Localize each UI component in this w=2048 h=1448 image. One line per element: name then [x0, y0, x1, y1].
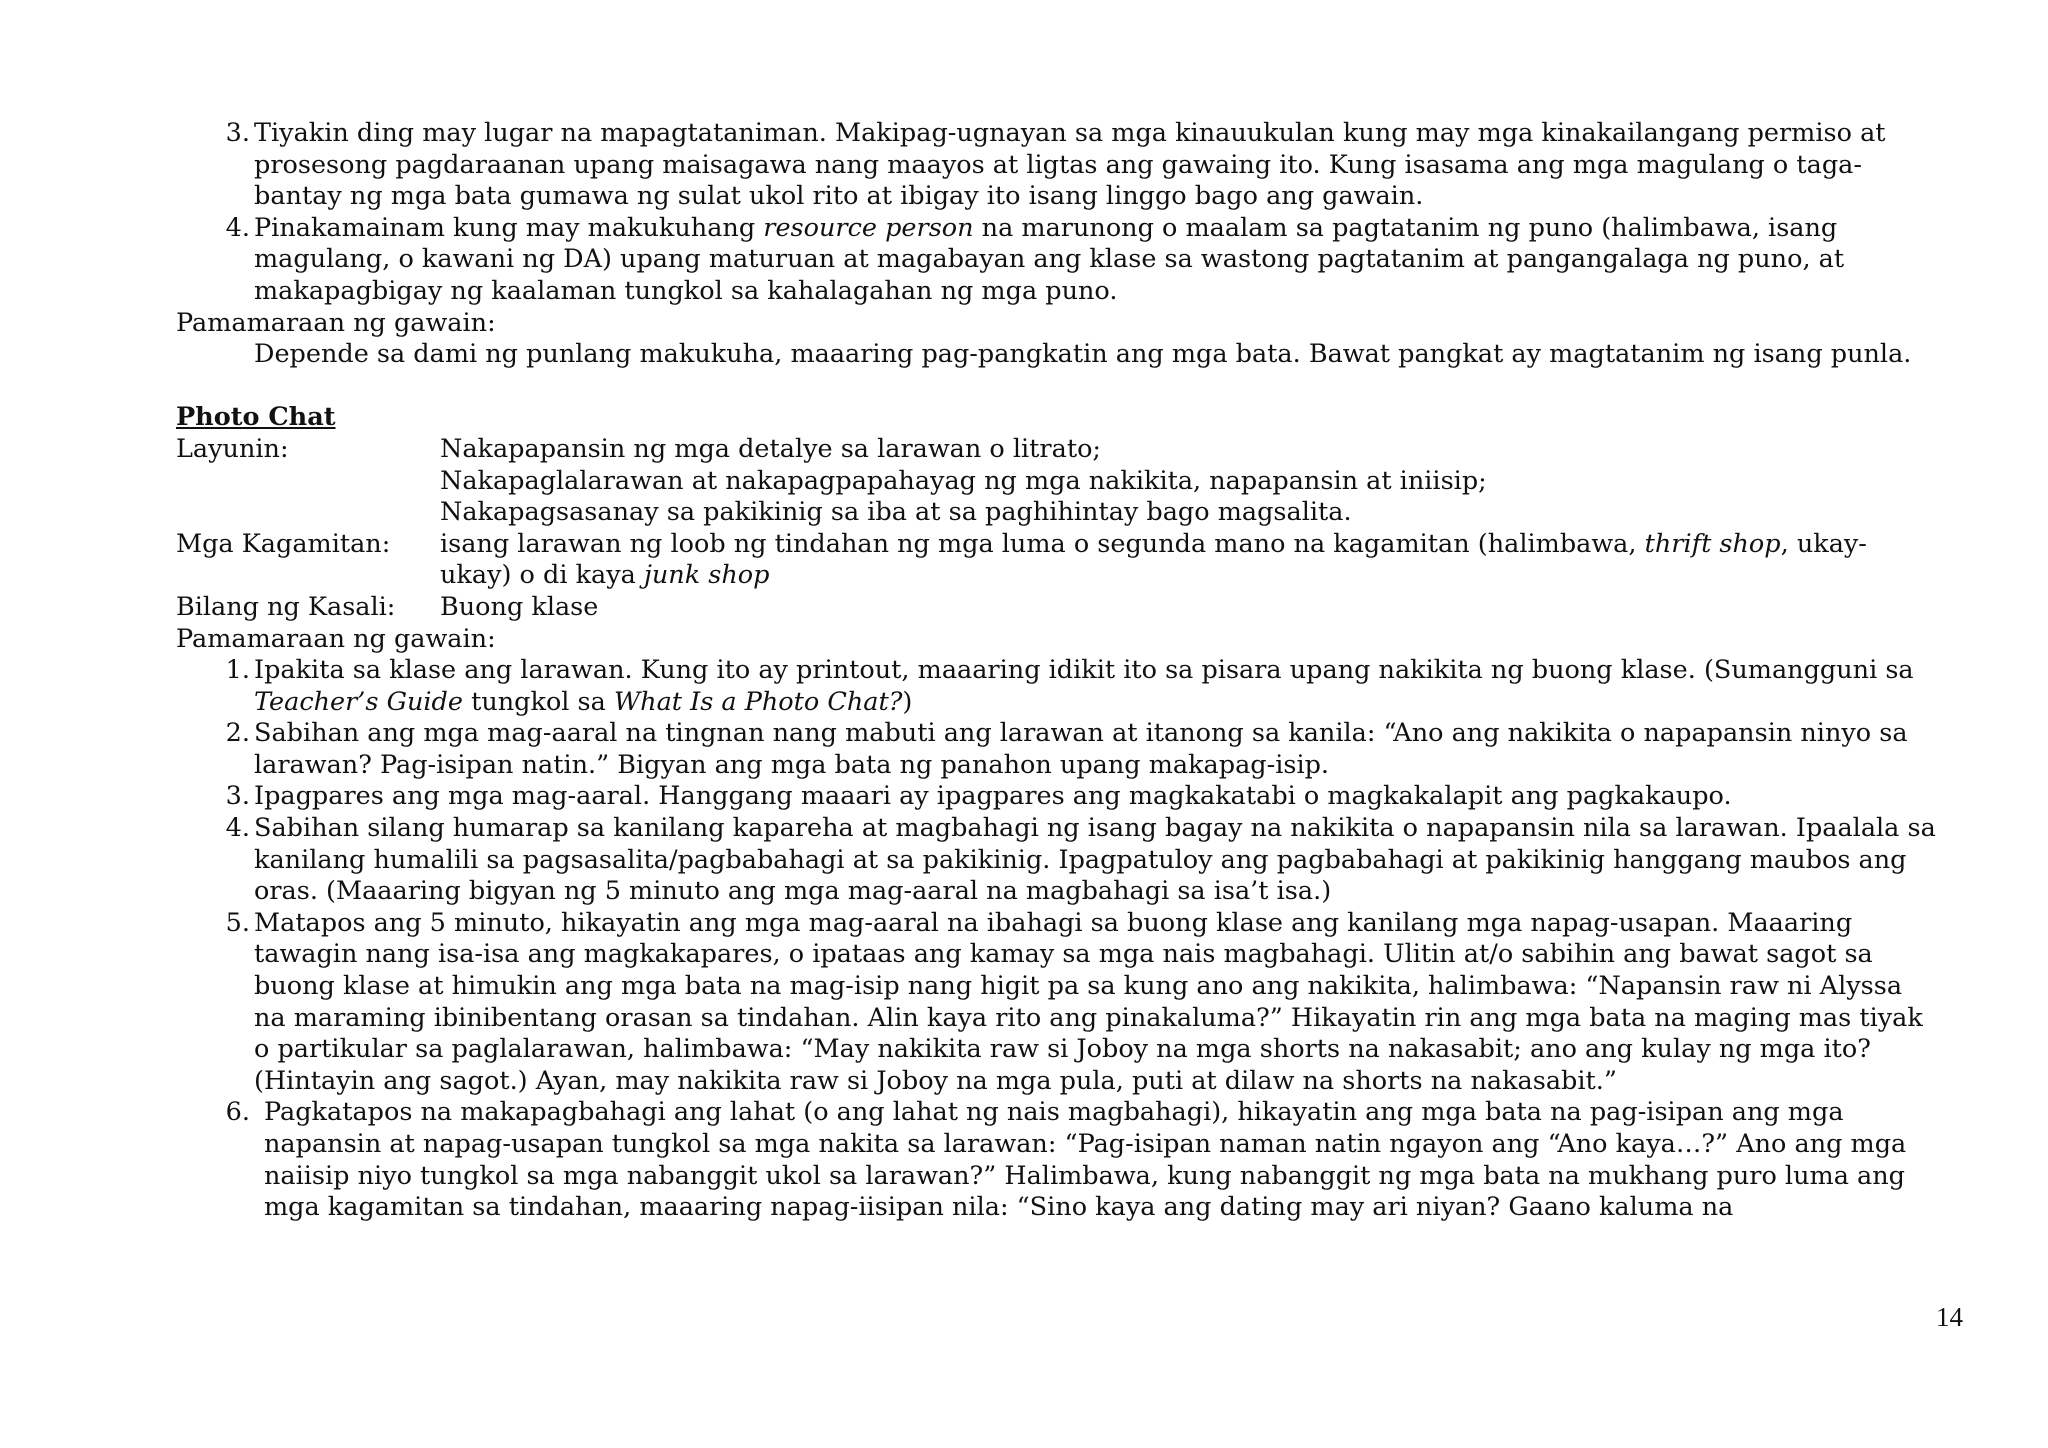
list-text-part: Pinakamainam kung may makukuhang — [254, 212, 764, 243]
list-item — [176, 213, 1936, 308]
kagamitan-label: Mga Kagamitan: — [176, 528, 391, 559]
list-number: 1. — [225, 655, 250, 686]
list-number: 2. — [225, 718, 250, 749]
step-text: Ipagpares ang mga mag-aaral. Hanggang maaari ay ipagpares ang magkakatabi o magkakalapit ang pagkakaupo. — [254, 781, 1732, 812]
list-number: 3. — [225, 118, 250, 148]
step-text: Sabihan ang mga mag-aaral na tingnan nang mabuti ang larawan at itanong sa kanila: “Ano ang nakikita o napapansin ninyo sa larawan? Pag-isipan natin.” Bigyan ang mga bata ng panahon upang makapag-isip. — [254, 718, 1908, 780]
spacer — [176, 371, 1936, 403]
kagamitan-italic: thrift shop — [1644, 528, 1781, 559]
layunin-line: Nakapapansin ng mga detalye sa larawan o litrato; — [440, 433, 1102, 464]
layunin-line: Nakapagsasanay sa pakikinig sa iba at sa paghihintay bago magsalita. — [440, 497, 1352, 528]
list-item — [176, 655, 1936, 718]
layunin-label: Layunin: — [176, 433, 289, 464]
step-text: Sabihan silang humarap sa kanilang kapareha at magbahagi ng isang bagay na nakikita o napapansin nila sa larawan. Ipaalala sa kanilang humalili sa pagsasalita/pagbabahagi at sa pakikinig. Ipagpatuloy ang pagbabahagi at pakikinig hanggang maubos ang oras. (Maaaring bigyan ng 5 minuto ang mga mag-aaral na magbahagi sa isa’t isa.) — [254, 813, 1936, 907]
list-item — [176, 813, 1936, 908]
procedure-label: Pamamaraan ng gawain: — [176, 307, 496, 338]
step-italic: Teacher’s Guide — [254, 686, 463, 717]
step-text: Ipakita sa klase ang larawan. Kung ito ay printout, maaaring idikit ito sa pisara upang nakikita ng buong klase. (Sumangguni sa — [254, 655, 1914, 686]
document-body — [176, 118, 1936, 1224]
list-item — [176, 1097, 1936, 1223]
kagamitan-italic: junk shop — [643, 560, 770, 591]
section-title: Photo Chat — [176, 402, 336, 433]
kasali-value: Buong klase — [440, 591, 599, 622]
list-number: 4. — [225, 212, 250, 243]
list-item — [176, 908, 1936, 1098]
list-text-part: na marunong o maalam sa pagtatanim ng puno (halimbawa, isang magulang, o kawani ng DA) upang maturuan at magabayan ang klase sa wastong pagtatanim at pangangalaga ng puno, at makapagbigay ng kaalaman tungkol sa kahalagahan ng mga puno. — [254, 212, 1845, 306]
top-list — [176, 118, 1936, 308]
kagamitan-value — [440, 529, 1936, 592]
kagamitan-text: , ukay-ukay) o di kaya — [440, 528, 1867, 591]
kasali-label: Bilang ng Kasali: — [176, 591, 396, 622]
step-italic: What Is a Photo Chat? — [613, 686, 903, 717]
layunin-value — [440, 434, 1936, 529]
list-item — [176, 718, 1936, 781]
step-text: ) — [902, 686, 913, 717]
procedure-label: Pamamaraan ng gawain: — [176, 623, 496, 654]
kagamitan-row — [176, 529, 1936, 592]
layunin-row — [176, 434, 1936, 529]
list-number: 5. — [225, 907, 250, 938]
list-text: Tiyakin ding may lugar na mapagtataniman. Makipag-ugnayan sa mga kinauukulan kung may mga kinakailangang permiso at prosesong pagdaraanan upang maisagawa nang maayos at ligtas ang gawaing ito. Kung isasama ang mga magulang o taga-bantay ng mga bata gumawa ng sulat ukol rito at ibigay ito isang linggo bago ang gawain. — [254, 118, 1886, 212]
layunin-line: Nakapaglalarawan at nakapagpapahayag ng mga nakikita, napapansin at iniisip; — [440, 465, 1487, 496]
steps-list — [176, 655, 1936, 1224]
step-text: Matapos ang 5 minuto, hikayatin ang mga mag-aaral na ibahagi sa buong klase ang kanilang mga napag-usapan. Maaaring tawagin nang isa-isa ang magkakapares, o ipataas ang kamay sa mga nais magbahagi. Ulitin at/o sabihin ang bawat sagot sa buong klase at himukin ang mga bata na mag-isip nang higit pa sa kung ano ang nakikita, halimbawa: “Napansin raw ni Alyssa na maraming ibinibentang orasan sa tindahan. Alin kaya rito ang pinakaluma?” Hikayatin rin ang mga bata na maging mas tiyak o partikular sa paglalarawan, halimbawa: “May nakikita raw si Joboy na mga shorts na nakasabit; ano ang kulay ng mga ito? (Hintayin ang sagot.) Ayan, may nakikita raw si Joboy na mga pula, puti at dilaw na shorts na nakasabit.” — [254, 907, 1923, 1096]
list-number: 3. — [225, 781, 250, 812]
list-number: 6. — [225, 1097, 250, 1128]
list-number: 4. — [225, 813, 250, 844]
procedure-text: Depende sa dami ng punlang makukuha, maaaring pag-pangkatin ang mga bata. Bawat pangkat ay magtatanim ng isang punla. — [254, 339, 1912, 370]
step-text: Pagkatapos na makapagbahagi ang lahat (o ang lahat ng nais magbahagi), hikayatin ang mga bata na pag-isipan ang mga napansin at napag-usapan tungkol sa mga nakita sa larawan: “Pag-isipan naman natin ngayon ang “Ano kaya…?” Ano ang mga naiisip niyo tungkol sa mga nabanggit ukol sa larawan?” Halimbawa, kung nabanggit ng mga bata na mukhang puro luma ang mga kagamitan sa tindahan, maaaring napag-iisipan nila: “Sino kaya ang dating may ari niyan? Gaano kaluma na — [264, 1097, 1907, 1223]
list-item — [176, 781, 1936, 813]
page-number: 14 — [1936, 1302, 1963, 1332]
kagamitan-text: isang larawan ng loob ng tindahan ng mga luma o segunda mano na kagamitan (halimbawa, — [440, 528, 1645, 559]
list-item — [176, 118, 1936, 213]
kasali-row — [176, 592, 1936, 624]
list-text-italic: resource person — [763, 212, 974, 243]
step-text: tungkol sa — [462, 686, 614, 717]
